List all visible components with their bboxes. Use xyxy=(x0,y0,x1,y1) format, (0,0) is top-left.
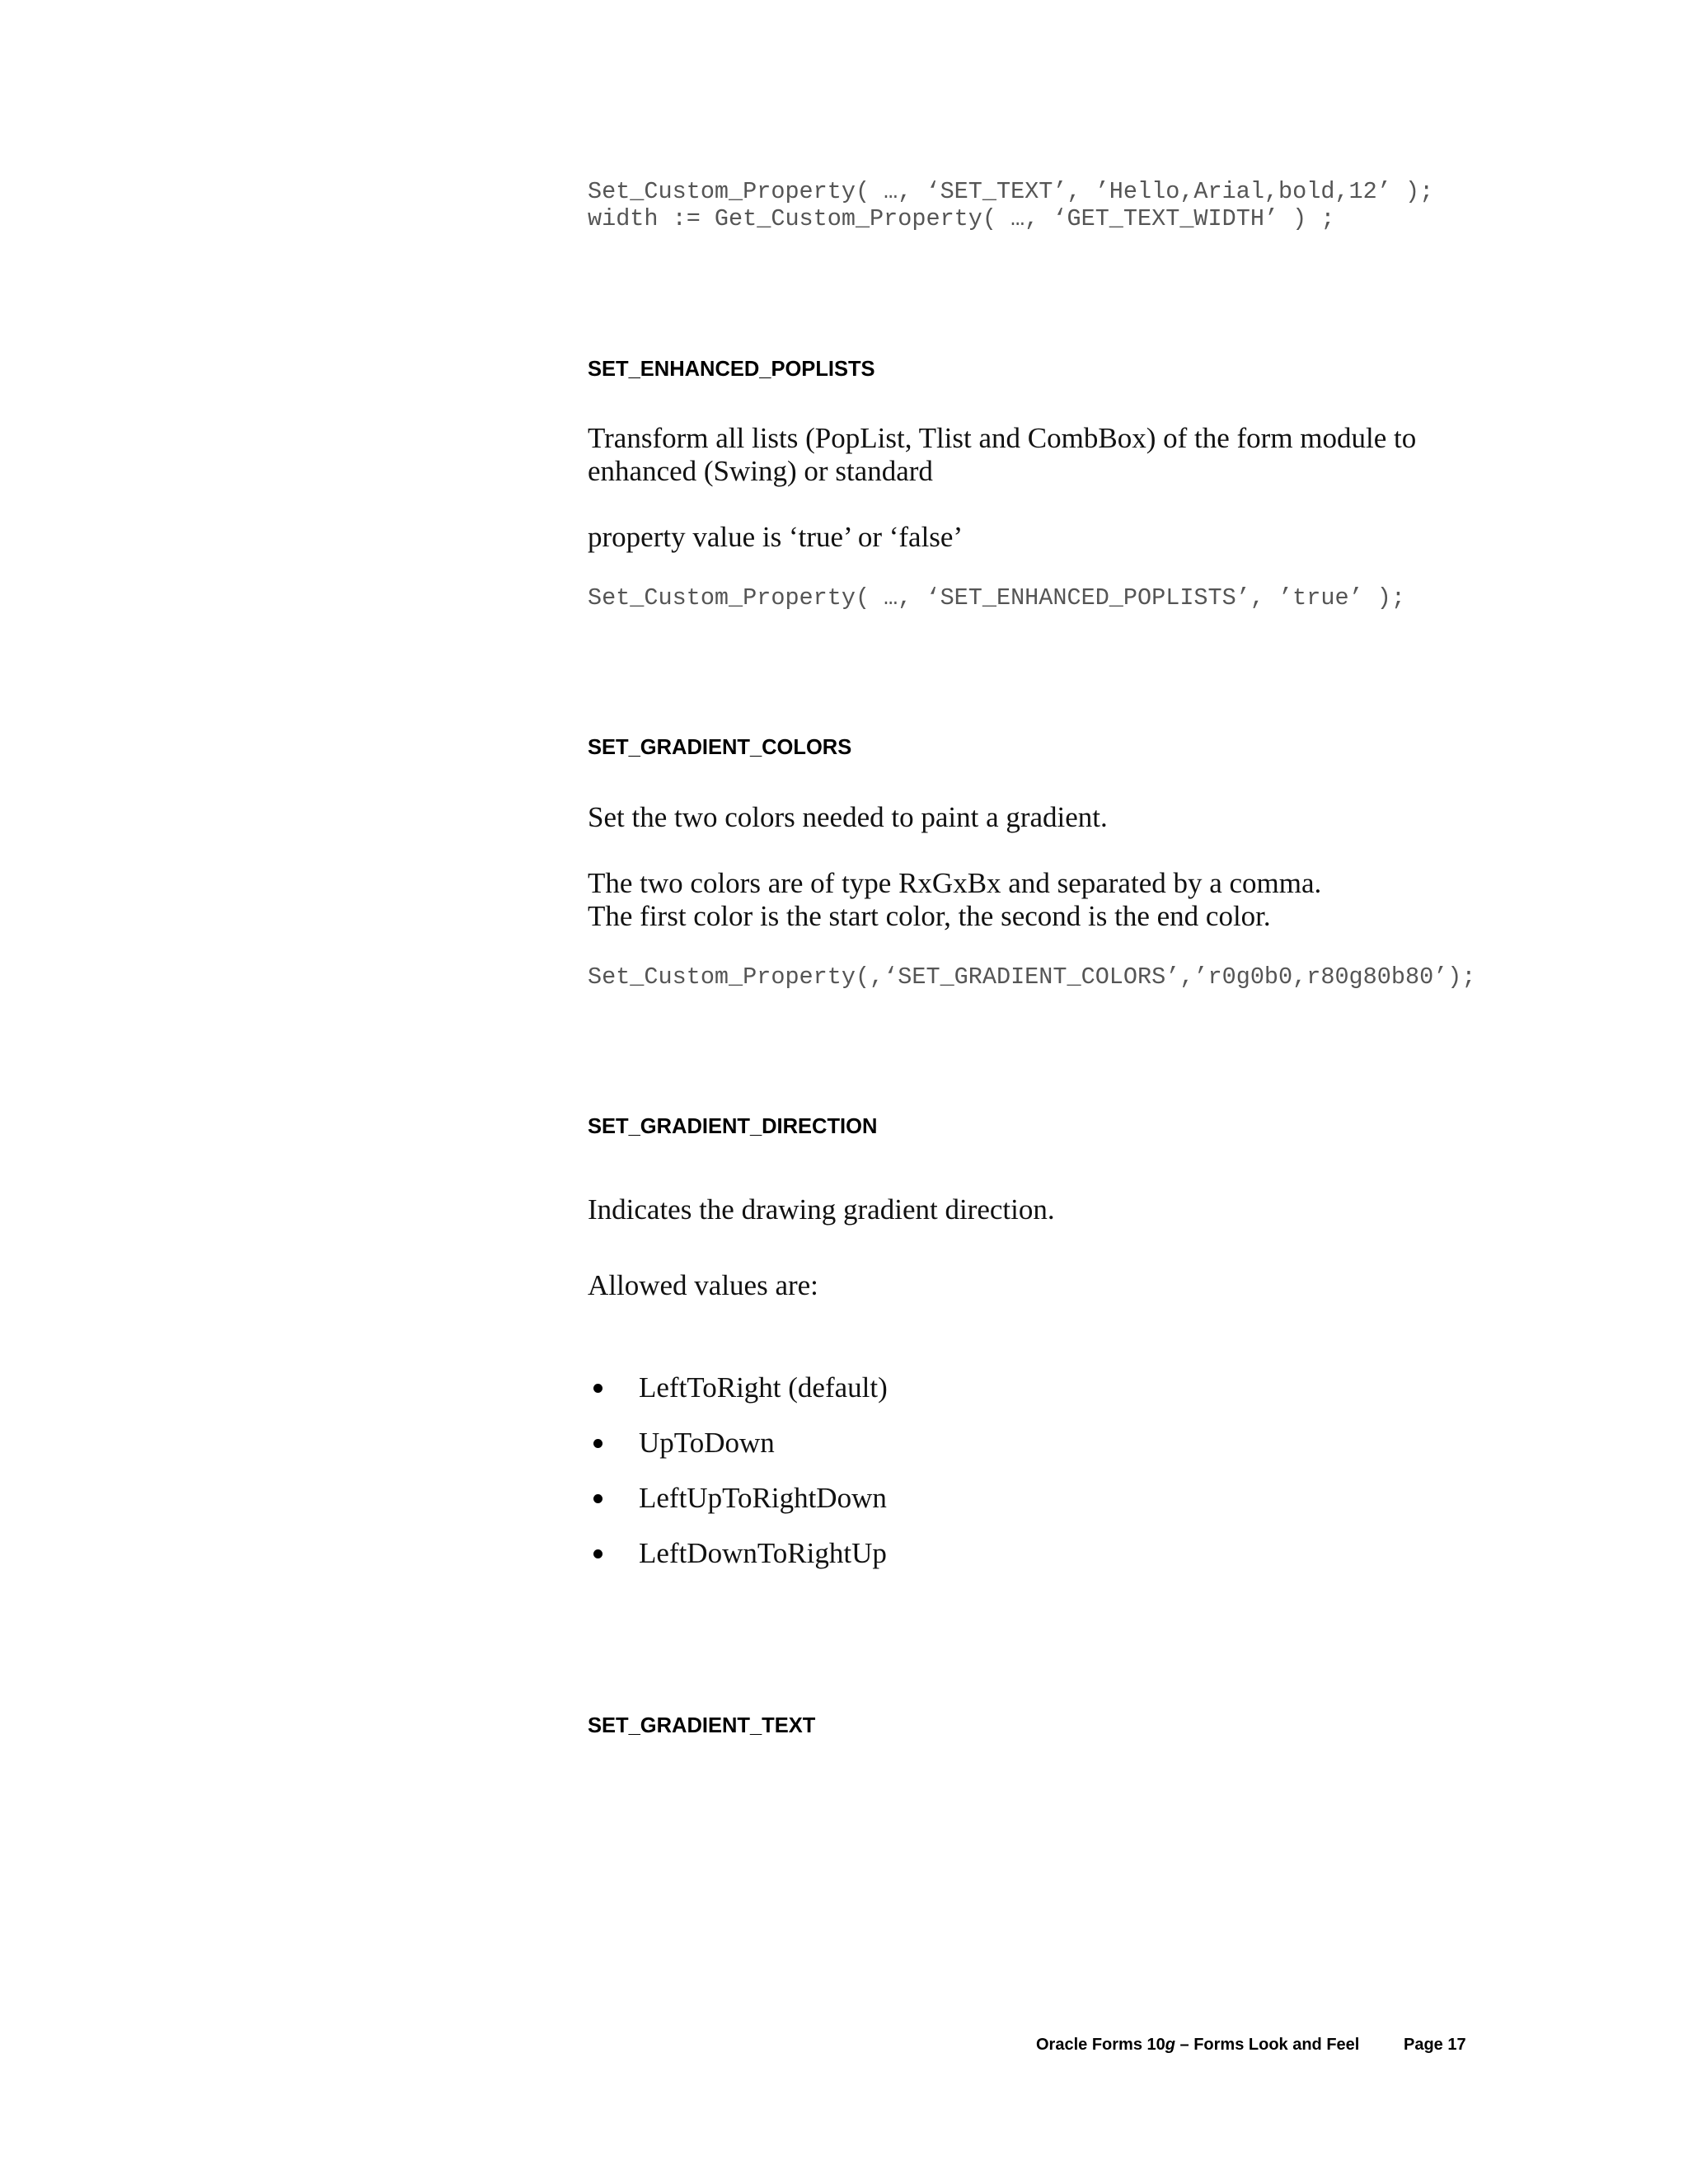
bullet-icon xyxy=(593,1384,603,1393)
gradient-colors-detail-line1: The two colors are of type RxGxBx and separated by a comma. xyxy=(588,867,1322,899)
section-heading-enhanced-poplists: SET_ENHANCED_POPLISTS xyxy=(588,358,875,381)
gradient-colors-description: Set the two colors needed to paint a gradient. xyxy=(588,801,1108,833)
footer-title-italic: g xyxy=(1165,2036,1175,2054)
list-item xyxy=(639,1425,888,1480)
gradient-direction-values-list xyxy=(639,1370,888,1591)
code-line-get-text-width: width := Get_Custom_Property( …, ‘GET_TEXT_WIDTH’ ) ; xyxy=(588,205,1335,232)
list-item-label: UpToDown xyxy=(639,1427,775,1459)
footer-title-suffix: – Forms Look and Feel xyxy=(1175,2036,1360,2054)
gradient-colors-code: Set_Custom_Property(,‘SET_GRADIENT_COLORS’,’r0g0b0,r80g80b80’); xyxy=(588,963,1476,991)
list-item xyxy=(639,1370,888,1425)
gradient-direction-allowed-label: Allowed values are: xyxy=(588,1269,818,1301)
enhanced-poplists-description: Transform all lists (PopList, Tlist and CombBox) of the form module to enhanced (Swing) or standard xyxy=(588,422,1417,487)
enhanced-poplists-code: Set_Custom_Property( …, ‘SET_ENHANCED_POPLISTS’, ’true’ ); xyxy=(588,584,1405,612)
gradient-direction-description: Indicates the drawing gradient direction. xyxy=(588,1193,1055,1226)
bullet-icon xyxy=(593,1439,603,1448)
footer-title-prefix: Oracle Forms 10 xyxy=(1036,2036,1165,2054)
section-heading-gradient-text: SET_GRADIENT_TEXT xyxy=(588,1714,816,1737)
list-item xyxy=(639,1535,888,1591)
list-item xyxy=(639,1480,888,1535)
section-heading-gradient-direction: SET_GRADIENT_DIRECTION xyxy=(588,1115,878,1138)
enhanced-poplists-value-note: property value is ‘true’ or ‘false’ xyxy=(588,521,964,553)
section-heading-gradient-colors: SET_GRADIENT_COLORS xyxy=(588,736,852,759)
gradient-colors-detail-line2: The first color is the start color, the second is the end color. xyxy=(588,900,1271,932)
list-item-label: LeftDownToRightUp xyxy=(639,1537,887,1569)
bullet-icon xyxy=(593,1494,603,1503)
list-item-label: LeftToRight (default) xyxy=(639,1371,888,1404)
footer-title xyxy=(1036,2036,1359,2055)
list-item-label: LeftUpToRightDown xyxy=(639,1482,887,1514)
footer-page-number: Page 17 xyxy=(1404,2036,1466,2054)
bullet-icon xyxy=(593,1549,603,1558)
code-line-set-text: Set_Custom_Property( …, ‘SET_TEXT’, ’Hello,Arial,bold,12’ ); xyxy=(588,178,1434,205)
